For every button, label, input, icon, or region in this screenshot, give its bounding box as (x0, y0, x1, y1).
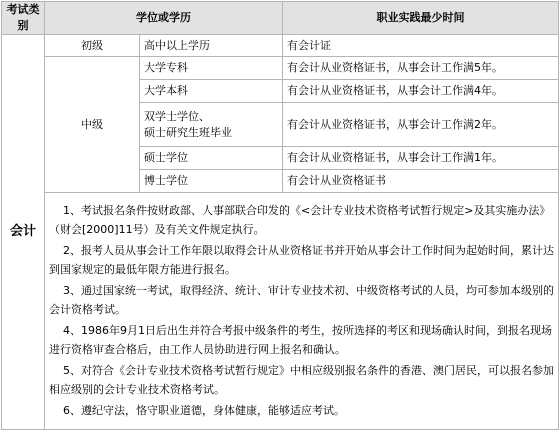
notes-row (2, 193, 559, 430)
degree-cell (140, 103, 283, 147)
time-cell: 有会计从业资格证书，从事会计工作满4年。 (283, 80, 559, 103)
note-item: 4、1986年9月1日后出生并符合考报中级条件的考生，按所选择的考区和现场确认时间，到报名现场进行资格审查合格后，由工作人员协助进行网上报名和确认。 (49, 323, 552, 356)
note-item: 3、通过国家统一考试，取得经济、统计、审计专业技术初、中级资格考试的人员，均可参加本级别的会计资格考试。 (49, 283, 554, 316)
category-accounting: 会计 (2, 35, 45, 430)
time-cell: 有会计从业资格证书，从事会计工作满5年。 (283, 57, 559, 80)
header-practice-time: 职业实践最少时间 (283, 2, 559, 35)
header-exam-category: 考试类别 (2, 2, 45, 35)
degree-line: 硕士研究生班毕业 (144, 125, 232, 139)
exam-requirements-table (1, 1, 559, 430)
degree-line: 双学士学位、 (144, 109, 210, 123)
degree-cell: 高中以上学历 (140, 35, 283, 57)
degree-cell: 硕士学位 (140, 147, 283, 170)
table-header-row (2, 2, 559, 35)
table-row (2, 35, 559, 57)
table-row (2, 57, 559, 80)
note-item: 1、考试报名条件按财政部、人事部联合印发的《<会计专业技术资格考试暂行规定>及其实施办法》（财会[2000]11号）及有关文件规定执行。 (49, 203, 551, 236)
header-degree: 学位或学历 (45, 2, 283, 35)
time-cell: 有会计从业资格证书，从事会计工作满2年。 (283, 103, 559, 147)
note-item: 6、遵纪守法，恪守职业道德，身体健康，能够适应考试。 (63, 403, 345, 417)
level-basic: 初级 (45, 35, 140, 57)
time-cell: 有会计从业资格证书，从事会计工作满1年。 (283, 147, 559, 170)
degree-cell: 大学本科 (140, 80, 283, 103)
time-cell: 有会计证 (283, 35, 559, 57)
level-mid: 中级 (45, 57, 140, 193)
notes-cell (45, 193, 559, 430)
time-cell: 有会计从业资格证书 (283, 170, 559, 193)
degree-cell: 博士学位 (140, 170, 283, 193)
degree-cell: 大学专科 (140, 57, 283, 80)
note-item: 5、对符合《会计专业技术资格考试暂行规定》中相应级别报名条件的香港、澳门居民，可以报名参加相应级别的会计专业技术资格考试。 (49, 363, 554, 396)
note-item: 2、报考人员从事会计工作年限以取得会计从业资格证书并开始从事会计工作时间为起始时间，累计达到国家规定的最低年限方能进行报名。 (49, 243, 554, 276)
